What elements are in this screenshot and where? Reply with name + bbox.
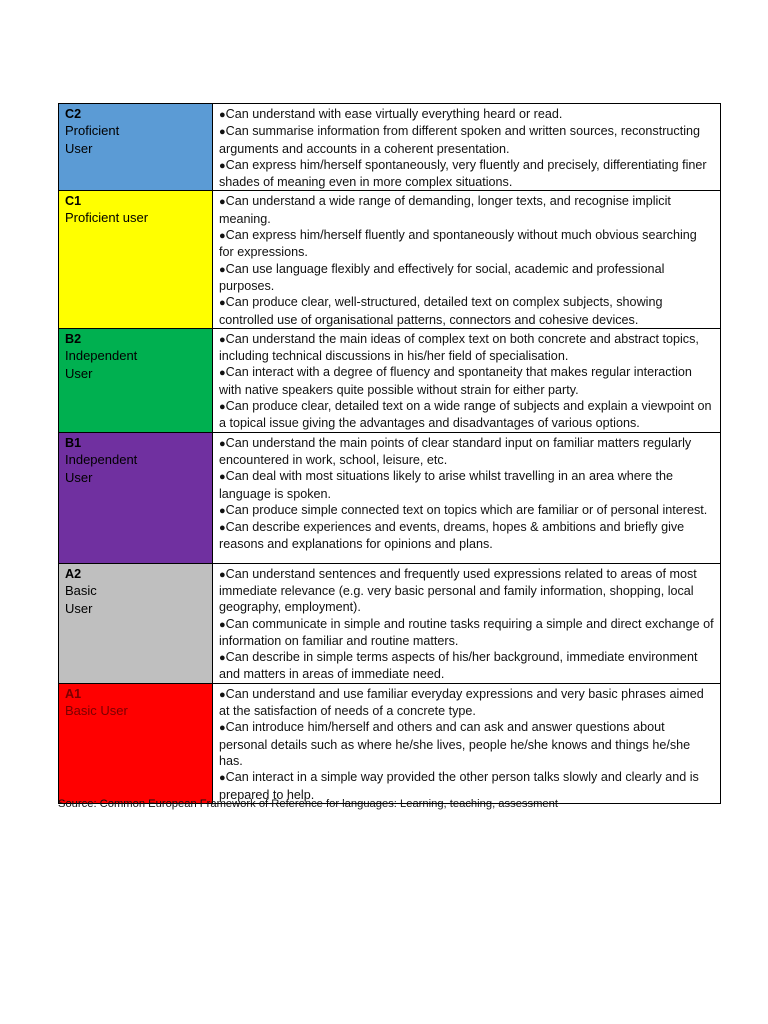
descriptor-text: Can produce clear, well-structured, detailed text on complex subjects, showing controlled use of organisational patterns, connectors and cohesive devices. [219, 295, 663, 327]
descriptor-text: Can use language flexibly and effectively for social, academic and professional purposes. [219, 261, 665, 293]
level-row-c1 [59, 191, 721, 328]
level-code: B2 [65, 331, 82, 346]
level-description-cell [213, 683, 721, 803]
bullet-icon: ● [219, 230, 226, 243]
descriptor-item [219, 616, 714, 650]
level-row-b2 [59, 328, 721, 432]
descriptor-item [219, 566, 714, 616]
descriptor-text: Can understand sentences and frequently used expressions related to areas of most immediate relevance (e.g. very basic personal and family information, shopping, local geography, employment). [219, 566, 697, 615]
bullet-icon: ● [219, 196, 226, 209]
bullet-icon: ● [219, 367, 226, 380]
descriptor-item [219, 468, 714, 502]
descriptor-text: Can introduce him/herself and others and can ask and answer questions about personal details such as where he/she lives, people he/she knows and things he/she has. [219, 720, 691, 768]
descriptor-item [219, 331, 714, 365]
descriptor-text: Can produce clear, detailed text on a wide range of subjects and explain a viewpoint on a topical issue giving the advantages and disadvantages of various options. [219, 399, 712, 431]
level-name: Independent User [65, 347, 138, 381]
level-cell [59, 191, 213, 328]
descriptor-item [219, 106, 714, 123]
level-code: C1 [65, 194, 82, 209]
descriptor-text: Can describe experiences and events, dreams, hopes & ambitions and briefly give reasons and explanations for opinions and plans. [219, 520, 685, 552]
level-name: Basic User [65, 702, 128, 718]
descriptor-item [219, 123, 714, 157]
level-description-cell [213, 563, 721, 683]
descriptor-text: Can communicate in simple and routine tasks requiring a simple and direct exchange of information on familiar and routine matters. [219, 616, 714, 648]
descriptor-text: Can understand a wide range of demanding, longer texts, and recognise implicit meaning. [219, 194, 671, 226]
bullet-icon: ● [219, 688, 226, 701]
descriptor-text: Can understand and use familiar everyday expressions and very basic phrases aimed at the satisfaction of needs of a concrete type. [219, 686, 704, 719]
source-citation: Source: Common European Framework of Reference for languages: Learning, teaching, assessment [58, 798, 558, 810]
level-name: Proficient User [65, 123, 120, 156]
descriptor-item [219, 686, 714, 720]
descriptor-item [219, 398, 714, 432]
level-name: Independent User [65, 451, 138, 485]
descriptor-text: Can understand with ease virtually everything heard or read. [225, 107, 563, 121]
level-description-cell [213, 328, 721, 432]
level-cell [59, 683, 213, 803]
descriptor-text: Can describe in simple terms aspects of his/her background, immediate environment and matters in areas of immediate need. [219, 650, 698, 682]
descriptor-item [219, 719, 714, 769]
descriptor-text: Can express him/herself spontaneously, very fluently and precisely, differentiating finer shades of meaning even in more complex situations. [219, 157, 707, 190]
bullet-icon: ● [219, 522, 226, 535]
bullet-icon: ● [219, 437, 226, 450]
level-row-b1 [59, 432, 721, 563]
level-name: Basic User [65, 582, 97, 616]
descriptor-text: Can understand the main points of clear standard input on familiar matters regularly encountered in work, school, leisure, etc. [219, 435, 692, 467]
descriptor-item [219, 364, 714, 398]
bullet-icon: ● [219, 401, 226, 414]
bullet-icon: ● [219, 652, 226, 665]
bullet-icon: ● [219, 126, 226, 139]
level-cell [59, 328, 213, 432]
descriptor-text: Can interact with a degree of fluency and spontaneity that makes regular interaction with native speakers quite possible without strain for either party. [219, 365, 692, 397]
bullet-icon: ● [219, 109, 226, 121]
bullet-icon: ● [219, 568, 226, 581]
level-description-cell [213, 432, 721, 563]
bullet-icon: ● [219, 772, 226, 785]
descriptor-item [219, 193, 714, 227]
level-row-a2 [59, 563, 721, 683]
descriptor-item [219, 261, 714, 295]
bullet-icon: ● [219, 618, 226, 631]
cefr-levels-table [58, 103, 721, 804]
bullet-icon: ● [219, 297, 226, 310]
level-code: C2 [65, 107, 82, 121]
descriptor-text: Can express him/herself fluently and spontaneously without much obvious searching for expressions. [219, 228, 697, 260]
level-row-c2 [59, 104, 721, 191]
descriptor-item [219, 502, 714, 519]
descriptor-item [219, 649, 714, 683]
bullet-icon: ● [219, 722, 226, 735]
level-name: Proficient user [65, 210, 149, 226]
level-code: B1 [65, 435, 82, 450]
descriptor-text: Can summarise information from different spoken and written sources, reconstructing arguments and accounts in a coherent presentation. [219, 124, 701, 156]
level-cell [59, 104, 213, 191]
descriptor-text: Can deal with most situations likely to arise whilst travelling in an area where the language is spoken. [219, 469, 673, 501]
descriptor-text: Can understand the main ideas of complex text on both concrete and abstract topics, including technical discussions in his/her field of specialisation. [219, 331, 699, 364]
level-cell [59, 563, 213, 683]
descriptor-item [219, 227, 714, 261]
level-code: A2 [65, 566, 82, 581]
bullet-icon: ● [219, 263, 226, 276]
level-description-cell [213, 191, 721, 328]
descriptor-item [219, 435, 714, 469]
descriptor-text: Can produce simple connected text on topics which are familiar or of personal interest. [225, 502, 708, 517]
level-code: A1 [65, 686, 82, 701]
level-row-a1 [59, 683, 721, 803]
descriptor-text: Can interact in a simple way provided the other person talks slowly and clearly and is prepared to help. [219, 770, 699, 802]
descriptor-item [219, 519, 714, 553]
descriptor-item [219, 294, 714, 328]
cefr-table-body [59, 104, 721, 804]
bullet-icon: ● [219, 159, 226, 172]
bullet-icon: ● [219, 504, 226, 517]
level-description-cell [213, 104, 721, 191]
descriptor-item [219, 157, 714, 191]
level-cell [59, 432, 213, 563]
bullet-icon: ● [219, 333, 226, 346]
bullet-icon: ● [219, 471, 226, 484]
